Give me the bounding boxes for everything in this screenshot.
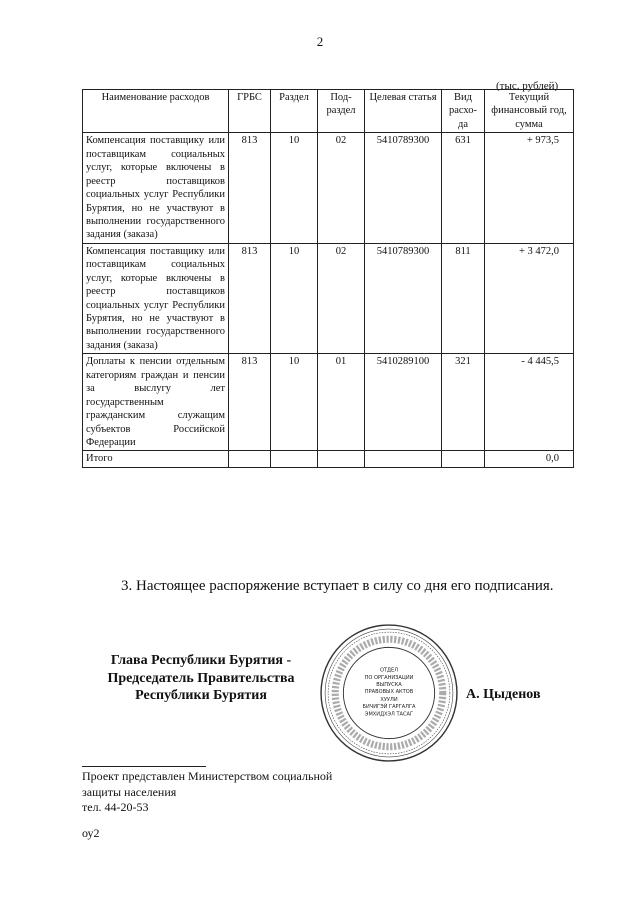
row-vid: 631 <box>442 133 485 244</box>
total-row <box>83 451 574 467</box>
row-statya: 5410789300 <box>365 243 442 354</box>
signer-name: А. Цыденов <box>466 687 541 702</box>
table-row <box>83 354 574 451</box>
document-code: оу2 <box>82 826 100 840</box>
row-razdel: 10 <box>271 243 318 354</box>
table-header-row <box>83 90 574 133</box>
row-grbs: 813 <box>229 354 271 451</box>
row-summa: + 3 472,0 <box>485 243 574 354</box>
row-grbs: 813 <box>229 243 271 354</box>
signer-title-line: Председатель Правительства <box>107 670 295 686</box>
paragraph-3: 3. Настоящее распоряжение вступает в силу со дня его подписания. <box>121 578 554 594</box>
header-razdel: Раздел <box>271 90 318 133</box>
official-seal <box>318 622 460 764</box>
signer-title <box>104 652 298 705</box>
row-podrazdel: 01 <box>318 354 365 451</box>
header-name: Наименование расходов <box>83 90 229 133</box>
table-row <box>83 243 574 354</box>
seal-line: ВЫПУСКА <box>376 681 402 688</box>
seal-line: ХУУЛИ <box>380 697 398 704</box>
seal-line: ЭМХИДХЭЛ ТАСАГ <box>364 711 414 718</box>
signer-title-line: Республики Бурятия <box>135 688 267 703</box>
row-grbs: 813 <box>229 133 271 244</box>
header-statya: Целевая статья <box>365 90 442 133</box>
budget-table <box>82 89 574 468</box>
row-razdel: 10 <box>271 133 318 244</box>
header-vid: Вид расхо-да <box>442 90 485 133</box>
page-number: 2 <box>316 34 324 49</box>
row-summa: - 4 445,5 <box>485 354 574 451</box>
row-statya: 5410289100 <box>365 354 442 451</box>
row-podrazdel: 02 <box>318 133 365 244</box>
seal-line: ОТДЕЛ <box>379 667 399 674</box>
row-name: Компенсация поставщику или поставщикам социальных услуг, которые включены в реестр поставщиков социальных услуг Республики Бурятия, но не участвуют в выполнении государственного задания (заказа) <box>83 243 229 354</box>
header-grbs: ГРБС <box>229 90 271 133</box>
table-row <box>83 133 574 244</box>
row-vid: 321 <box>442 354 485 451</box>
row-name: Компенсация поставщику или поставщикам социальных услуг, которые включены в реестр поставщиков социальных услуг Республики Бурятия, но не участвуют в выполнении государственного задания (заказа) <box>83 133 229 244</box>
total-label: Итого <box>83 451 229 467</box>
row-summa: + 973,5 <box>485 133 574 244</box>
row-vid: 811 <box>442 243 485 354</box>
footnote-line: тел. 44-20-53 <box>82 800 149 815</box>
total-summa: 0,0 <box>485 451 574 467</box>
footnote-line: Проект представлен Министерством социальной <box>82 769 333 783</box>
header-podrazdel: Под-раздел <box>318 90 365 133</box>
row-name: Доплаты к пенсии отдельным категориям граждан и пенсии за выслугу лет государственным гражданским служащим субъектов Российской Федерации <box>83 354 229 451</box>
seal-line: БИЧИГЭЙ ГАРГАЛГА <box>362 704 416 711</box>
row-razdel: 10 <box>271 354 318 451</box>
row-podrazdel: 02 <box>318 243 365 354</box>
unit-note: (тыс. рублей) <box>496 80 559 92</box>
header-summa: Текущий финансовый год, сумма <box>485 90 574 133</box>
seal-line: ПРАВОВЫХ АКТОВ <box>364 689 414 695</box>
footnote-line: защиты населения <box>82 784 177 799</box>
footnote-divider <box>82 766 206 767</box>
signer-title-line: Глава Республики Бурятия - <box>110 653 292 668</box>
footnote <box>82 769 332 816</box>
seal-line: ПО ОРГАНИЗАЦИИ <box>364 674 414 681</box>
row-statya: 5410789300 <box>365 133 442 244</box>
